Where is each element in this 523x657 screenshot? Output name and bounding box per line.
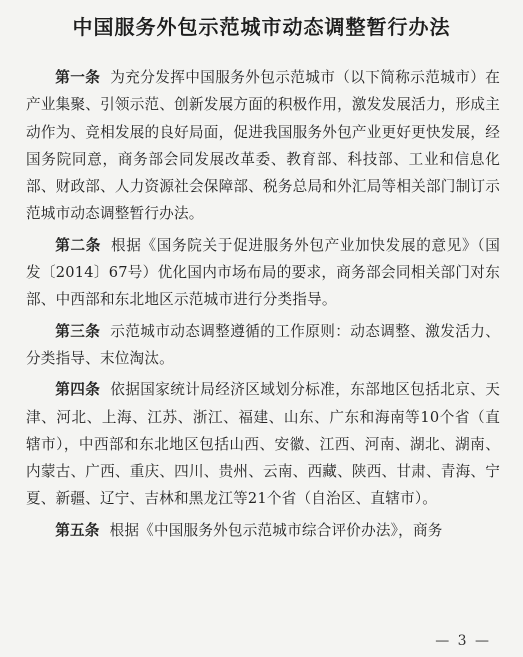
article-2 <box>26 232 500 314</box>
article-label: 第四条 <box>55 381 101 399</box>
article-text: 根据《中国服务外包示范城市综合评价办法》，商务 <box>109 521 443 539</box>
article-label: 第三条 <box>55 322 101 340</box>
article-3 <box>26 318 500 373</box>
article-4 <box>26 376 500 512</box>
page-number: — 3 — <box>435 633 491 649</box>
article-label: 第一条 <box>55 69 101 86</box>
document-title: 中国服务外包示范城市动态调整暂行办法 <box>72 15 451 39</box>
article-label: 第二条 <box>55 236 101 254</box>
article-1 <box>26 64 500 228</box>
document-body <box>26 64 500 548</box>
article-text: 示范城市动态调整遵循的工作原则：动态调整、激发活力、分类指导、末位淘汰。 <box>26 322 501 367</box>
article-5 <box>26 517 500 544</box>
article-text: 为充分发挥中国服务外包示范城市（以下简称示范城市）在产业集聚、引领示范、创新发展方面的积极作用，激发发展活力，形成主动作为、竞相发展的良好局面，促进我国服务外包产业更好更快发展，经国务院同意，商务部会同发展改革委、教育部、科技部、工业和信息化部、财政部、人力资源社会保障部、税务总局和外汇局等相关部门制订示范城市动态调整暂行办法。 <box>26 69 501 223</box>
article-text: 依据国家统计局经济区域划分标准，东部地区包括北京、天津、河北、上海、江苏、浙江、福建、山东、广东和海南等10个省（直辖市），中西部和东北地区包括山西、安徽、江西、河南、湖北、湖南、内蒙古、广西、重庆、四川、贵州、云南、西藏、陕西、甘肃、青海、宁夏、新疆、辽宁、吉林和黑龙江等21个省（自治区、直辖市）。 <box>26 381 501 508</box>
article-label: 第五条 <box>55 521 100 539</box>
article-text: 根据《国务院关于促进服务外包产业加快发展的意见》（国发〔2014〕67号）优化国内市场布局的要求，商务部会同相关部门对东部、中西部和东北地区示范城市进行分类指导。 <box>26 236 501 309</box>
